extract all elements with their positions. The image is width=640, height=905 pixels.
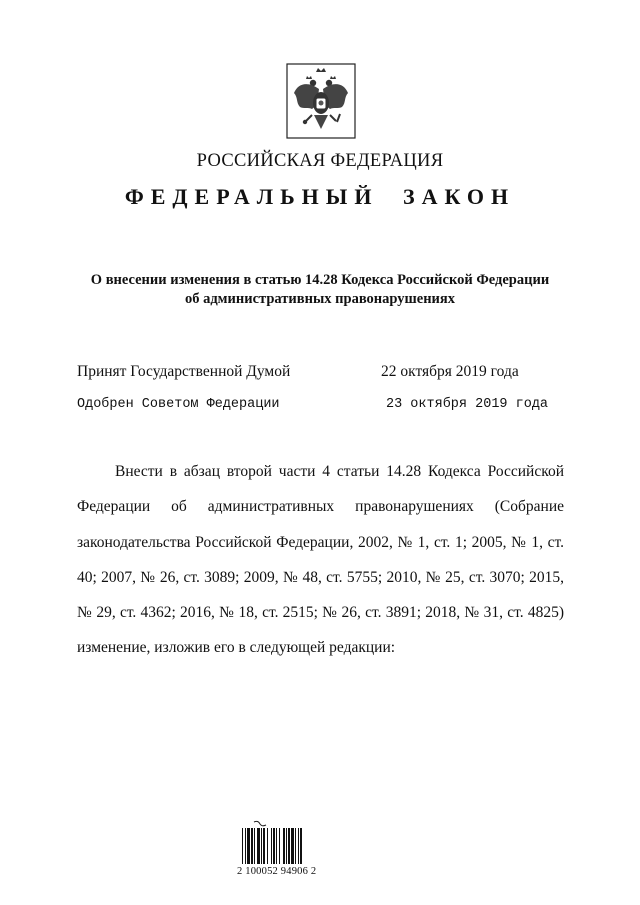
barcode-bar [251,828,253,864]
barcode-bar [263,828,265,864]
barcode-bar [271,828,272,864]
coat-of-arms-emblem [286,63,356,139]
duma-adoption-date: 22 октября 2019 года [381,363,519,380]
barcode-bar [279,828,280,864]
barcode-bar [291,828,294,864]
country-heading: РОССИЙСКАЯ ФЕДЕРАЦИЯ [196,151,444,171]
law-title-line-1: О внесении изменения в статью 14.28 Кодекса Российской Федерации [90,272,550,288]
barcode [240,820,324,866]
council-approval-date: 23 октября 2019 года [386,397,549,412]
barcode-bar [261,828,262,864]
barcode-bar [288,828,290,864]
barcode-bar [242,828,243,864]
barcode-bar [245,828,246,864]
barcode-bar [298,828,299,864]
law-body-text: Внести в абзац второй части 4 статьи 14.28 Кодекса Российской Федерации об административных правонарушениях (Собрание законодательства Российской Федерации, 2002, № 1, ст. 1; 2005, № 1, ст. 40; 2007, № 26, ст. 3089; 2009, № 48, ст. 5755; 2010, № 25, ст. 3070; 2015, № 29, ст. 4362; 2016, № 18, ст. 2515; № 26, ст. 3891; 2018, № 31, ст. 4825) изменение, изложив его в следующей редакции: [77,463,564,657]
barcode-bar [257,828,260,864]
barcode-number: 2 100052 94906 2 [237,866,317,877]
barcode-bar [276,828,277,864]
barcode-bar [283,828,285,864]
law-title-line-2: об административных правонарушениях [184,291,456,307]
barcode-bar [273,828,275,864]
document-type-heading: ФЕДЕРАЛЬНЫЙ ЗАКОН [124,184,516,209]
barcode-bar [267,828,268,864]
barcode-mark [254,821,266,825]
barcode-bar [254,828,255,864]
law-title [0,271,640,309]
barcode-bar [247,828,250,864]
council-approval-label: Одобрен Советом Федерации [77,397,280,412]
barcode-bar [286,828,287,864]
barcode-bar [295,828,296,864]
law-body-paragraph [77,454,564,666]
barcode-bar [300,828,302,864]
duma-adoption-label: Принят Государственной Думой [77,363,291,380]
